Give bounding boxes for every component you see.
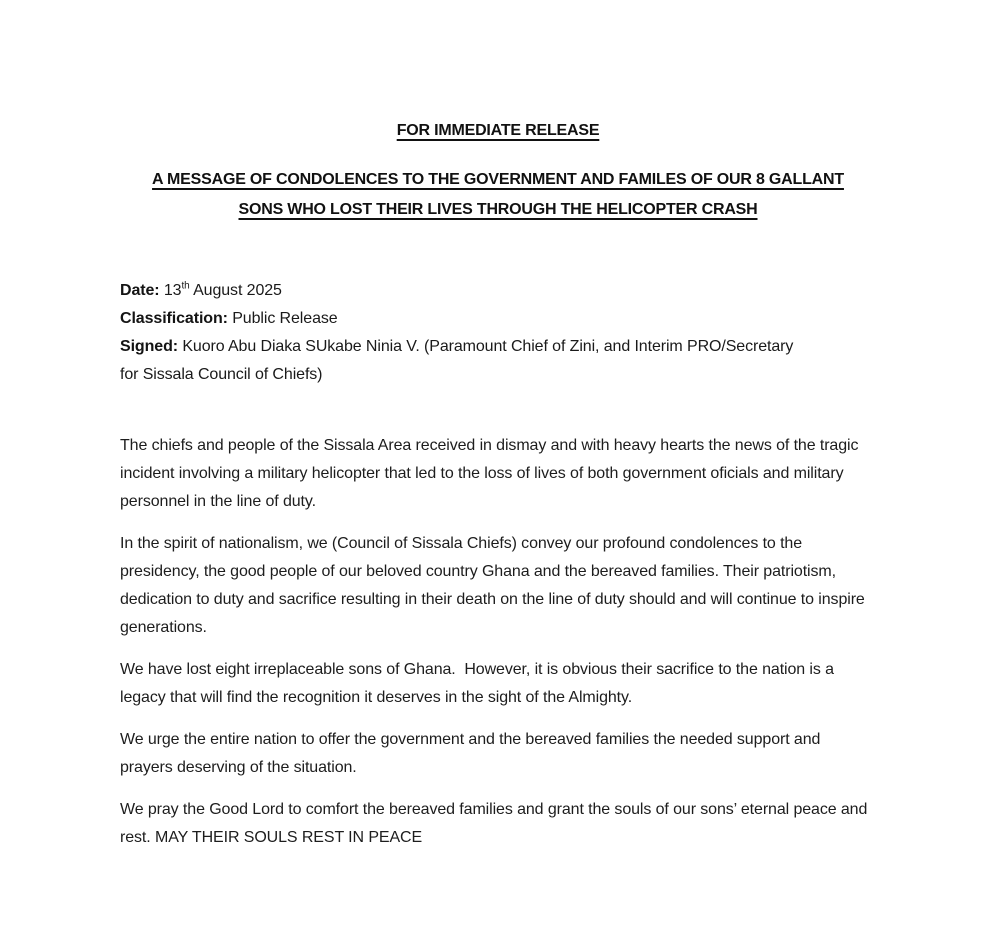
date-rest: August 2025 <box>189 282 282 299</box>
body-text <box>120 432 876 852</box>
release-line <box>120 121 876 141</box>
release-line-text: FOR IMMEDIATE RELEASE <box>396 122 600 139</box>
classification-label: Classification: <box>120 310 228 327</box>
signed-label: Signed: <box>120 338 178 355</box>
classification-value: Public Release <box>232 310 338 327</box>
meta-date <box>120 277 876 305</box>
meta-block <box>120 277 876 389</box>
meta-classification <box>120 305 876 333</box>
title-line-2: SONS WHO LOST THEIR LIVES THROUGH THE HELICOPTER CRASH <box>238 201 758 218</box>
paragraph-3: We have lost eight irreplaceable sons of Ghana. However, it is obvious their sacrifice to the nation is a legacy that will find the recognition it deserves in the sight of the Almighty. <box>120 661 839 706</box>
date-label: Date: <box>120 282 160 299</box>
document-title <box>120 165 876 225</box>
meta-signed <box>120 333 810 389</box>
paragraph-4: We urge the entire nation to offer the government and the bereaved families the needed support and prayers deserving of the situation. <box>120 731 825 776</box>
signed-value: Kuoro Abu Diaka SUkabe Ninia V. (Paramount Chief of Zini, and Interim PRO/Secretary for Sissala Council of Chiefs) <box>120 338 794 383</box>
paragraph-1: The chiefs and people of the Sissala Area received in dismay and with heavy hearts the news of the tragic incident involving a military helicopter that led to the loss of lives of both government oficials and military personnel in the line of duty. <box>120 437 863 510</box>
paragraph-2: In the spirit of nationalism, we (Council of Sissala Chiefs) convey our profound condolences to the presidency, the good people of our beloved country Ghana and the bereaved families. Their patriotism, dedication to duty and sacrifice resulting in their death on the line of duty should and will continue to inspire generations. <box>120 535 870 636</box>
paragraph-5: We pray the Good Lord to comfort the bereaved families and grant the souls of our sons’ eternal peace and rest. MAY THEIR SOULS REST IN PEACE <box>120 801 872 846</box>
date-day: 13 <box>163 282 182 299</box>
title-line-1: A MESSAGE OF CONDOLENCES TO THE GOVERNMENT AND FAMILES OF OUR 8 GALLANT <box>152 171 844 188</box>
date-ordinal: th <box>181 280 190 292</box>
